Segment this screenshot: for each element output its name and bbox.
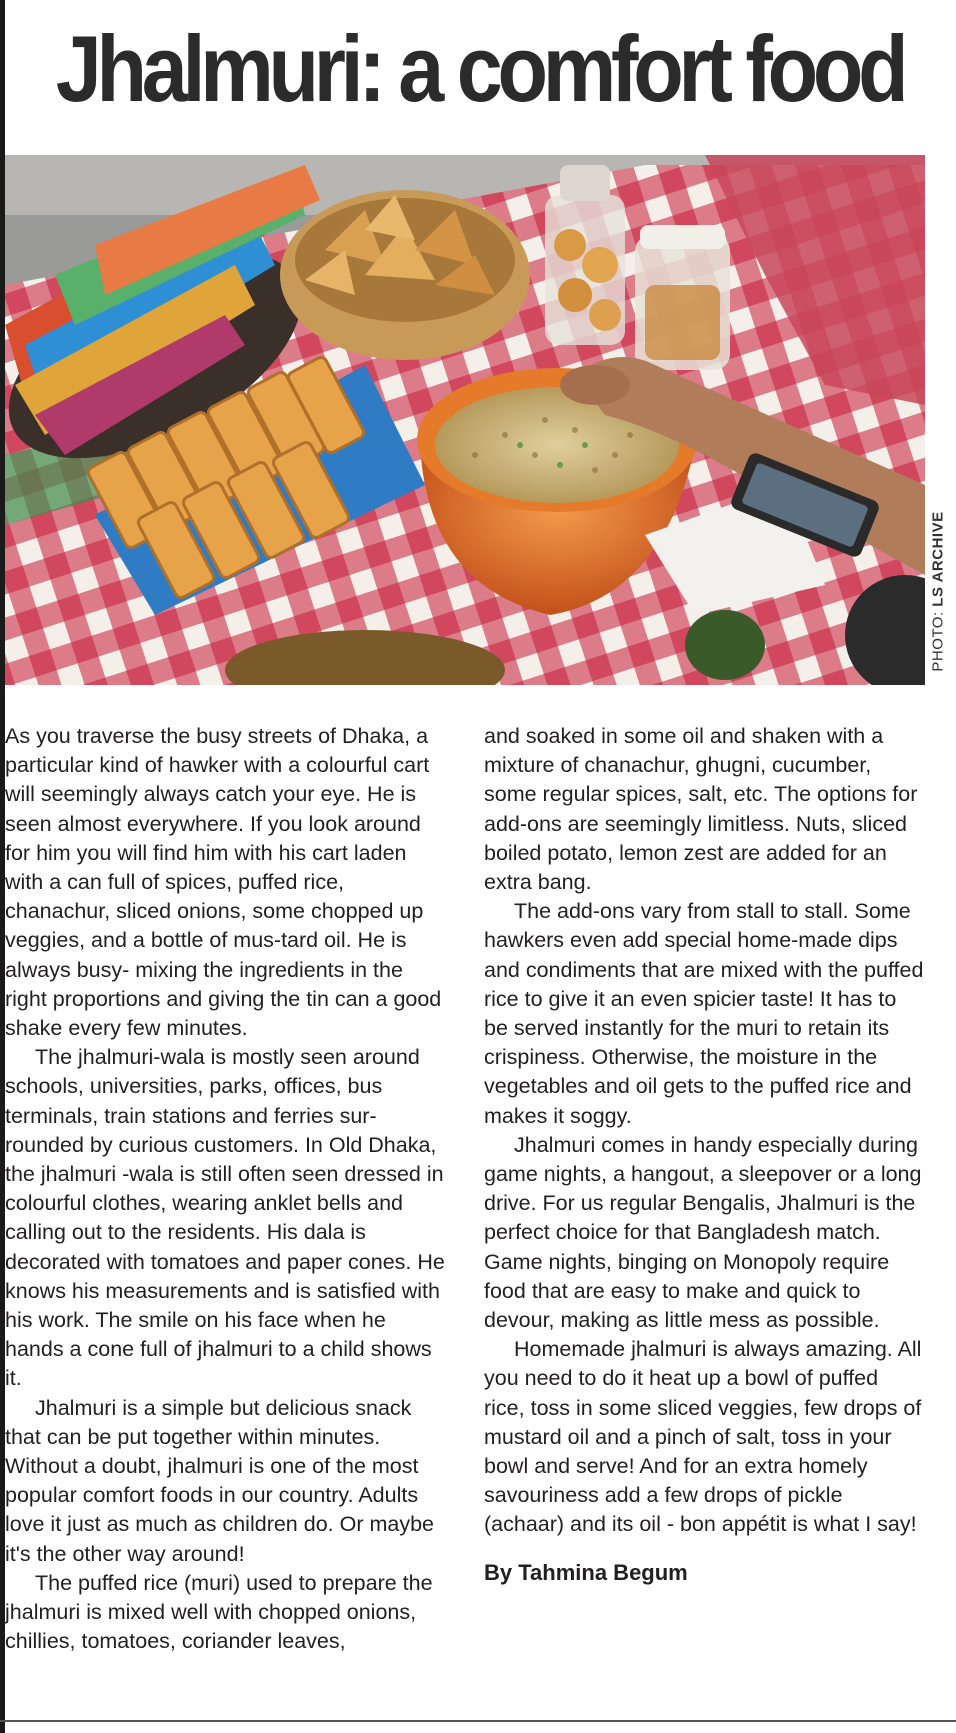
article-paragraph: and soaked in some oil and shaken with a mixture of chanachur, ghugni, cucumber, some regular spices, salt, etc. The options for add-ons are seemingly limitless. Nuts, sliced boiled potato, lemon zest are added for an extra bang. bbox=[484, 724, 918, 895]
photo-credit-prefix: PHOTO: bbox=[929, 611, 947, 672]
article-paragraph: Homemade jhalmuri is always amazing. All you need to do it heat up a bowl of puffed rice, toss in some sliced veggies, few drops of mustard oil and a pinch of salt, toss in your bowl and serve! And for an extra homely savouriness add a few drops of pickle (achaar) and its oil - bon appétit is what I say! bbox=[484, 1337, 922, 1537]
samosa-bowl bbox=[280, 190, 530, 360]
article-paragraph: The jhalmuri-wala is mostly seen around schools, universities, parks, offices, bus terminals, train stations and ferries sur-rounded by curious customers. In Old Dhaka, the jhalmuri -wala is still often seen dressed in colourful clothes, wearing anklet bells and calling out to the residents. His dala is decorated with tomatoes and paper cones. He knows his measurements and is satisfied with his work. The smile on his face when he hands a cone full of jhalmuri to a child shows it. bbox=[5, 1045, 445, 1391]
article-paragraph: The puffed rice (muri) used to prepare the jhalmuri is mixed well with chopped onions, chillies, tomatoes, coriander leaves, bbox=[5, 1570, 433, 1654]
photo-credit-source: LS ARCHIVE bbox=[929, 511, 947, 607]
article-paragraph: Jhalmuri is a simple but delicious snack that can be put together within minutes. Without a doubt, jhalmuri is one of the most popular comfort foods in our country. Adults love it just as much as children do. Or maybe it's the other way around! bbox=[5, 1395, 434, 1566]
byline: By Tahmina Begum bbox=[484, 1559, 688, 1585]
food-photo bbox=[5, 155, 925, 685]
article-paragraph: Jhalmuri comes in handy especially during game nights, a hangout, a sleepover or a long drive. For us regular Bengalis, Jhalmuri is the perfect choice for that Bangladesh match. Game nights, binging on Monopoly require food that are easy to make and quick to devour, making as little mess as possible. bbox=[484, 1132, 922, 1333]
photo-credit bbox=[926, 155, 950, 685]
article-column-right bbox=[484, 722, 924, 1587]
article-paragraph: As you traverse the busy streets of Dhaka, a particular kind of hawker with a colourful cart will seemingly always catch your eye. He is seen almost everywhere. If you look around for him you will find him with his cart laden with a can full of spices, puffed rice, chanachur, sliced onions, some chopped up veggies, and a bottle of mus-tard oil. He is always busy- mixing the ingredients in the right proportions and giving the tin can a good shake every few minutes. bbox=[5, 724, 442, 1041]
article-paragraph: The add-ons vary from stall to stall. Some hawkers even add special home-made dips and condiments that are mixed with the puffed rice to give it an even spicier taste! It has to be served instantly for the muri to retain its crispiness. Otherwise, the moisture in the vegetables and oil gets to the puffed rice and makes it soggy. bbox=[484, 899, 924, 1128]
food-photo-illustration bbox=[5, 155, 925, 685]
article-column-left bbox=[5, 722, 445, 1657]
headline: Jhalmuri: a comfort food bbox=[55, 16, 904, 121]
snack-jar bbox=[635, 225, 730, 370]
bottom-rule bbox=[0, 1720, 956, 1722]
green-vegetable bbox=[685, 610, 765, 680]
